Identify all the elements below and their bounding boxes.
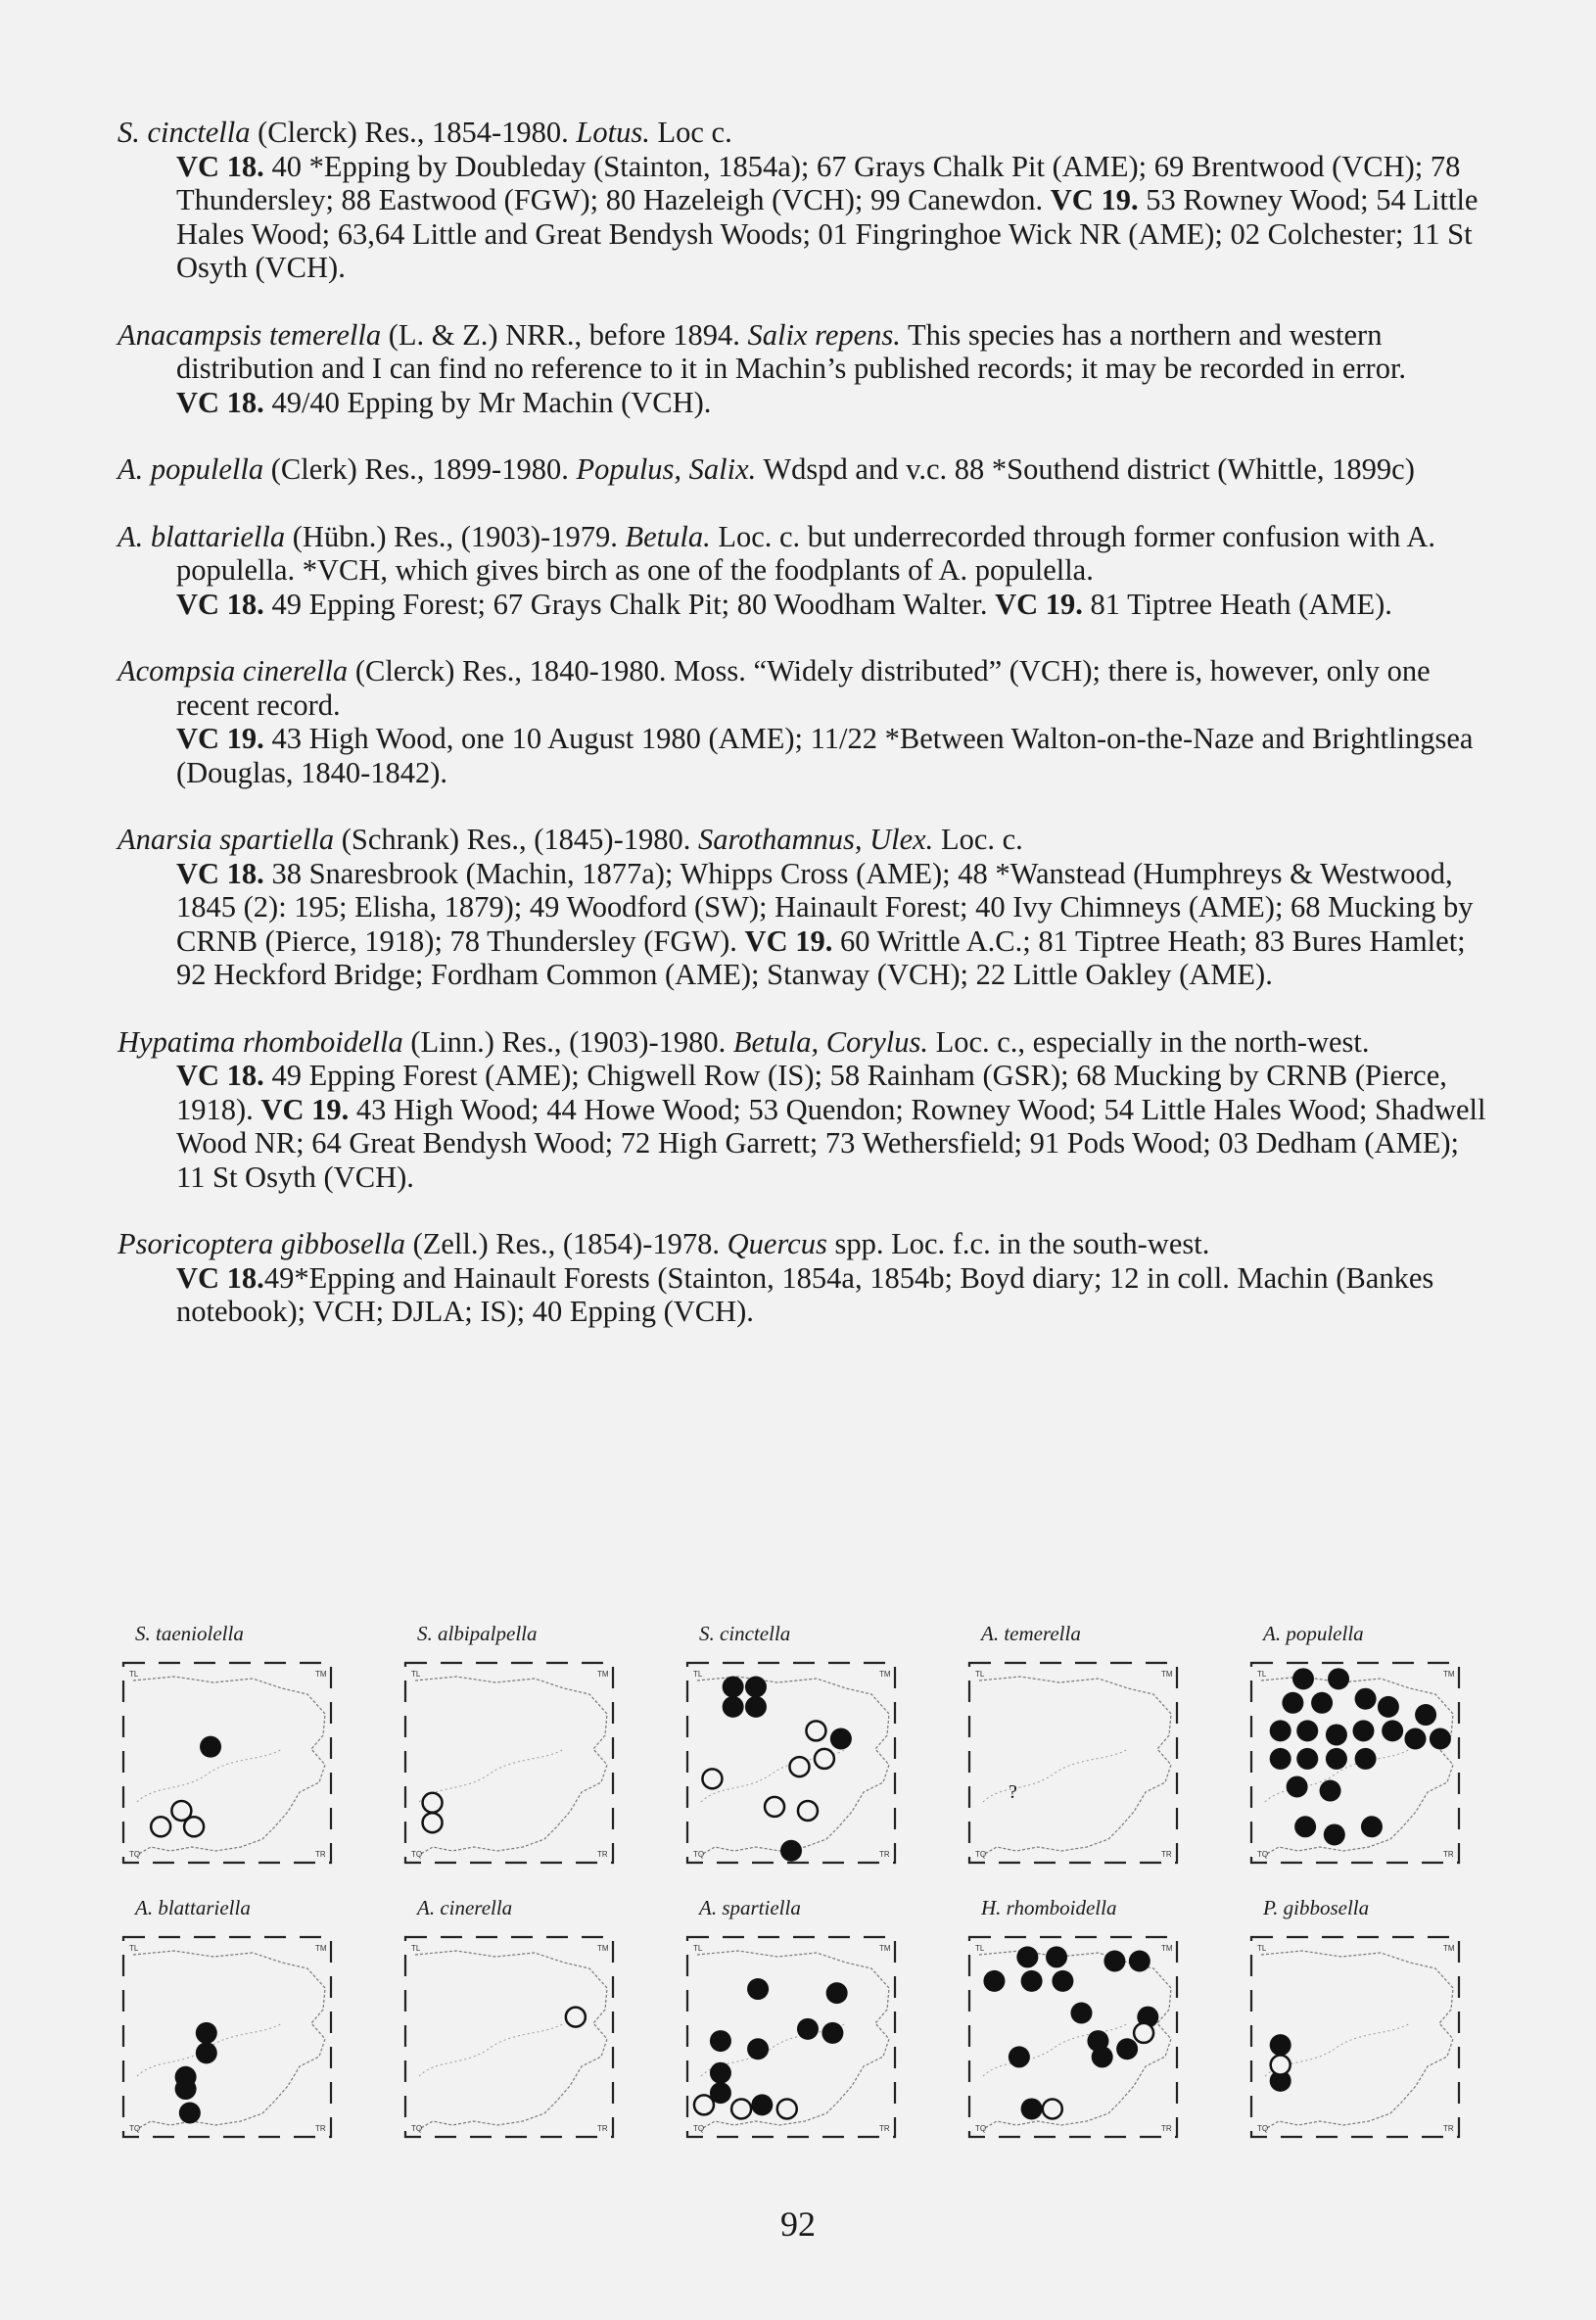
record-dot-recent — [1009, 2046, 1030, 2067]
essex-map — [1244, 1929, 1469, 2145]
species-entry — [117, 116, 1493, 285]
record-dot-recent — [1016, 1946, 1038, 1967]
record-dot-recent — [196, 2042, 217, 2063]
essex-map — [680, 1655, 905, 1870]
grid-square-label: TR — [1161, 1850, 1172, 1859]
record-dot-recent — [723, 1696, 744, 1718]
record-dot-recent — [830, 1728, 852, 1750]
grid-square-label: TQ — [1257, 2124, 1269, 2133]
species-entry — [117, 520, 1493, 622]
grid-square-label: TL — [129, 1670, 139, 1679]
grid-square-label: TQ — [975, 2124, 987, 2133]
grid-square-label: TL — [129, 1944, 139, 1953]
record-dot-recent — [710, 2062, 731, 2084]
vice-county-label: VC 19. — [260, 1092, 350, 1126]
grid-square-label: TQ — [975, 1850, 987, 1859]
record-text: 60 Writtle A.C.; 81 Tiptree Heath; 83 Bures Hamlet; 92 Heckford Bridge; Fordham Common (AME); Stanway (VCH); 22 Little Oakley (AME). — [176, 923, 1466, 991]
record-dot-recent — [1326, 1724, 1347, 1745]
foodplant: Quercus — [727, 1227, 827, 1260]
record-dot-old — [694, 2095, 714, 2114]
record-dot-recent — [1294, 1816, 1316, 1837]
record-dot-recent — [179, 2103, 201, 2124]
species-heading — [117, 1025, 1493, 1060]
record-dot-recent — [1116, 2038, 1138, 2060]
record-dot-recent — [780, 1840, 802, 1862]
record-dot-old — [184, 1817, 204, 1836]
grid-square-label: TL — [1257, 1944, 1267, 1953]
record-dot-recent — [1326, 1748, 1347, 1770]
map-label: A. temerella — [981, 1622, 1081, 1645]
grid-square-label: TM — [879, 1670, 891, 1679]
species-entry — [117, 1025, 1493, 1195]
records — [117, 722, 1493, 789]
record-text: 49 Epping Forest; 67 Grays Chalk Pit; 80 Woodham Walter. — [263, 587, 996, 621]
species-entry — [117, 1227, 1493, 1329]
estuary-outline — [419, 1749, 564, 1802]
grid-square-label: TR — [597, 2124, 608, 2133]
record-dot-recent — [1311, 1692, 1333, 1714]
record-dot-recent — [1270, 1748, 1291, 1770]
map-label: A. cinerella — [417, 1896, 513, 1919]
vice-county-label: VC 18. — [176, 149, 264, 183]
record-dot-recent — [1382, 1720, 1403, 1741]
record-dot-recent — [1129, 1950, 1150, 1971]
species-name: S. cinctella — [117, 116, 251, 149]
record-dot-recent — [797, 2018, 819, 2040]
species-notes: Loc. c. but underrecorded through former confusion with A. populella. *VCH, which gives birch as one of the foodplants of A. populella. — [176, 519, 1435, 587]
record-text: 81 Tiptree Heath (AME). — [1082, 587, 1392, 621]
grid-square-label: TR — [1161, 2124, 1172, 2133]
species-name: Hypatima rhomboidella — [117, 1024, 403, 1059]
records — [117, 150, 1493, 285]
grid-square-label: TM — [315, 1944, 327, 1953]
record-dot-old — [765, 1797, 784, 1817]
distribution-map — [398, 1622, 642, 1867]
essex-map — [1244, 1655, 1469, 1870]
foodplant: Sarothamnus, Ulex. — [698, 823, 934, 856]
record-dot-old — [702, 1769, 722, 1788]
foodplant: Betula. — [625, 519, 711, 553]
grid-square-label: TM — [1161, 1944, 1173, 1953]
records — [117, 1261, 1493, 1329]
record-dot-old — [777, 2099, 797, 2118]
species-heading — [117, 823, 1493, 857]
species-notes: This species has a northern and western distribution and I can find no reference to it in Machin’s published records; it may be recorded in error. — [176, 317, 1407, 385]
record-dot-recent — [1287, 1776, 1308, 1797]
map-label: A. populella — [1263, 1622, 1364, 1645]
record-text: 43 High Wood, one 10 August 1980 (AME); 11/22 *Between Walton-on-the-Naze and Brightlingsea (Douglas, 1840-1842). — [176, 722, 1474, 789]
record-dot-old — [1271, 2056, 1291, 2075]
record-dot-recent — [1052, 1970, 1073, 1992]
grid-square-label: TQ — [1257, 1850, 1269, 1859]
record-dot-recent — [1292, 1668, 1314, 1689]
record-dot-recent — [723, 1676, 744, 1697]
vice-county-label: VC 19. — [1050, 183, 1139, 216]
vice-county-label: VC 18. — [176, 1260, 264, 1295]
foodplant: Populus, Salix. — [576, 452, 757, 486]
species-entry — [117, 452, 1493, 487]
record-dot-recent — [1296, 1720, 1318, 1741]
record-paragraph — [176, 386, 1493, 420]
grid-square-label: TQ — [129, 2124, 141, 2133]
vice-county-label: VC 18. — [176, 385, 264, 419]
page-number: 92 — [780, 2204, 816, 2244]
distribution-map — [680, 1622, 924, 1867]
vice-county-label: VC 19. — [176, 722, 264, 755]
record-dot-old — [566, 2008, 586, 2027]
species-name: Psoricoptera gibbosella — [117, 1227, 405, 1260]
essex-map — [962, 1929, 1187, 2145]
record-dot-old — [798, 1801, 818, 1821]
species-status: (Linn.) Res., (1903)-1980. — [402, 1024, 733, 1059]
species-notes: spp. Loc. f.c. in the south-west. — [826, 1227, 1210, 1260]
record-dot-recent — [1404, 1728, 1426, 1750]
record-paragraph — [176, 857, 1493, 992]
county-outline — [415, 1951, 607, 2129]
species-entry — [117, 654, 1493, 789]
grid-square-label: TR — [597, 1850, 608, 1859]
distribution-maps — [116, 1622, 1506, 2151]
record-dot-old — [1134, 2023, 1153, 2043]
species-heading — [117, 318, 1493, 386]
essex-map — [398, 1655, 623, 1870]
grid-square-label: TL — [1257, 1670, 1267, 1679]
species-entry — [117, 318, 1493, 420]
record-dot-old — [806, 1721, 825, 1740]
distribution-map — [962, 1622, 1206, 1867]
foodplant: Salix repens. — [747, 317, 901, 352]
record-dot-recent — [745, 1696, 767, 1718]
map-label: A. spartiella — [699, 1896, 801, 1919]
county-outline — [1261, 1951, 1453, 2129]
record-dot-recent — [826, 1982, 848, 2004]
record-dot-recent — [1070, 2003, 1092, 2024]
record-paragraph — [176, 1059, 1493, 1194]
species-heading — [117, 520, 1493, 588]
grid-square-label: TR — [1443, 1850, 1454, 1859]
distribution-map — [1244, 1896, 1488, 2141]
record-dot-recent — [751, 2094, 773, 2115]
record-text: 49/40 Epping by Mr Machin (VCH). — [263, 385, 712, 419]
grid-square-label: TQ — [411, 1850, 423, 1859]
species-name: A. blattariella — [117, 519, 286, 553]
essex-map — [398, 1929, 623, 2145]
record-dot-recent — [1021, 2098, 1043, 2119]
record-dot-recent — [1282, 1692, 1303, 1714]
map-label: P. gibbosella — [1263, 1896, 1370, 1919]
essex-map — [116, 1929, 341, 2145]
grid-square-label: TL — [975, 1944, 985, 1953]
grid-square-label: TR — [879, 2124, 890, 2133]
record-dot-recent — [1270, 1720, 1291, 1741]
record-dot-recent — [1352, 1720, 1374, 1741]
record-text: 40 *Epping by Doubleday (Stainton, 1854a); 67 Grays Chalk Pit (AME); 69 Brentwood (VCH); 78 Thundersley; 88 Eastwood (FGW); 80 Hazeleigh (VCH); 99 Canewdon. — [176, 149, 1461, 216]
record-dot-recent — [1324, 1823, 1345, 1845]
grid-frame — [969, 1663, 1177, 1863]
record-dot-old — [423, 1813, 443, 1832]
record-dot-recent — [1021, 1970, 1043, 1992]
foodplant: Lotus. — [576, 116, 650, 149]
text-block — [117, 116, 1493, 1362]
record-dot-recent — [747, 2038, 769, 2060]
county-outline — [979, 1677, 1171, 1855]
record-paragraph — [176, 588, 1493, 622]
record-dot-recent — [1378, 1696, 1399, 1718]
record-dot-recent — [1103, 1950, 1125, 1971]
grid-square-label: TM — [879, 1944, 891, 1953]
essex-map — [116, 1655, 341, 1870]
species-name: A. populella — [117, 452, 264, 486]
distribution-map — [1244, 1622, 1488, 1867]
grid-square-label: TM — [1443, 1944, 1455, 1953]
map-label: S. albipalpella — [417, 1622, 538, 1645]
records — [117, 588, 1493, 622]
species-name: Anarsia spartiella — [117, 823, 335, 856]
record-dot-recent — [821, 2022, 843, 2044]
record-dot-recent — [1320, 1780, 1341, 1802]
grid-square-label: TM — [597, 1944, 609, 1953]
grid-square-label: TL — [411, 1670, 421, 1679]
vice-county-label: VC 19. — [995, 587, 1083, 621]
grid-square-label: TR — [315, 2124, 326, 2133]
record-text: 49 Epping Forest (AME); Chigwell Row (IS); 58 Rainham (GSR); 68 Mucking by CRNB (Pierce, 1918). — [176, 1059, 1447, 1126]
vice-county-label: VC 18. — [176, 587, 264, 621]
grid-frame — [123, 1937, 331, 2137]
grid-square-label: TL — [693, 1944, 703, 1953]
species-name: Anacampsis temerella — [117, 317, 382, 352]
record-dot-recent — [1092, 2046, 1113, 2067]
vice-county-label: VC 18. — [176, 1059, 264, 1092]
essex-map — [680, 1929, 905, 2145]
record-dot-old — [1043, 2099, 1062, 2118]
grid-square-label: TM — [1161, 1670, 1173, 1679]
grid-square-label: TR — [879, 1850, 890, 1859]
distribution-map — [398, 1896, 642, 2141]
record-dot-recent — [1328, 1668, 1349, 1689]
species-name: Acompsia cinerella — [117, 654, 349, 687]
records — [117, 386, 1493, 420]
species-notes: Loc. c. — [933, 823, 1023, 856]
species-heading — [117, 116, 1493, 150]
record-dot-recent — [1415, 1704, 1436, 1726]
record-dot-recent — [1270, 2034, 1291, 2056]
map-label: A. blattariella — [135, 1896, 251, 1919]
species-heading — [117, 452, 1493, 487]
record-paragraph — [176, 1261, 1493, 1329]
record-text: 43 High Wood; 44 Howe Wood; 53 Quendon; Rowney Wood; 54 Little Hales Wood; Shadwell Wood NR; 64 Great Bendysh Wood; 72 High Garrett; 73 Wethersfield; 91 Pods Wood; 03 Dedham (AME); 11 St Osyth (VCH). — [176, 1092, 1486, 1194]
record-dot-recent — [1046, 1946, 1067, 1967]
record-paragraph — [176, 150, 1493, 285]
record-dot-old — [151, 1817, 170, 1836]
record-dot-recent — [175, 2078, 197, 2100]
grid-square-label: TQ — [129, 1850, 141, 1859]
distribution-map — [680, 1896, 924, 2141]
grid-square-label: TQ — [693, 2124, 705, 2133]
grid-square-label: TL — [975, 1670, 985, 1679]
record-dot-recent — [200, 1736, 221, 1758]
vice-county-label: VC 19. — [744, 923, 833, 958]
record-text: 53 Rowney Wood; 54 Little Hales Wood; 63,64 Little and Great Bendysh Woods; 01 Fingringhoe Wick NR (AME); 02 Colchester; 11 St Osyth (VCH). — [176, 183, 1479, 284]
essex-map — [962, 1655, 1187, 1870]
species-notes: Loc. c., especially in the north-west. — [927, 1024, 1370, 1059]
record-paragraph — [176, 722, 1493, 789]
grid-square-label: TL — [411, 1944, 421, 1953]
species-entry — [117, 823, 1493, 992]
species-status: (Clerk) Res., 1899-1980. — [263, 452, 577, 486]
record-dot-recent — [196, 2022, 217, 2044]
record-dot-recent — [1355, 1748, 1377, 1770]
grid-square-label: TQ — [693, 1850, 705, 1859]
vice-county-label: VC 18. — [176, 856, 264, 890]
species-notes: Loc c. — [649, 116, 732, 149]
foodplant: Betula, Corylus. — [732, 1024, 928, 1059]
uncertain-record-mark: ? — [1009, 1781, 1017, 1803]
grid-square-label: TR — [315, 1850, 326, 1859]
species-status: (Clerck) Res., 1854-1980. — [250, 116, 577, 149]
grid-square-label: TM — [1443, 1670, 1455, 1679]
record-dot-recent — [1361, 1816, 1383, 1837]
record-dot-recent — [747, 1978, 769, 2000]
record-dot-old — [423, 1793, 443, 1813]
record-dot-recent — [1430, 1728, 1451, 1750]
species-heading — [117, 1227, 1493, 1261]
distribution-map — [962, 1896, 1206, 2141]
county-outline — [415, 1677, 607, 1855]
estuary-outline — [983, 1749, 1128, 1802]
map-label: H. rhomboidella — [981, 1896, 1117, 1919]
record-dot-old — [731, 2099, 751, 2118]
species-status: (Clerck) Res., 1840-1980. Moss. “Widely distributed” (VCH); there is, however, only one recent record. — [176, 654, 1431, 722]
record-dot-recent — [983, 1970, 1005, 1992]
record-dot-recent — [745, 1676, 767, 1697]
record-dot-recent — [1296, 1748, 1318, 1770]
grid-frame — [405, 1937, 613, 2137]
record-text: 49*Epping and Hainault Forests (Stainton, 1854a, 1854b; Boyd diary; 12 in coll. Machin (Bankes notebook); VCH; DJLA; IS); 40 Epping (VCH). — [176, 1260, 1434, 1328]
species-status: (Zell.) Res., (1854)-1978. — [404, 1227, 728, 1260]
map-label: S. taeniolella — [135, 1622, 244, 1645]
records — [117, 857, 1493, 992]
grid-square-label: TM — [597, 1670, 609, 1679]
species-status: (Hübn.) Res., (1903)-1979. — [285, 519, 626, 553]
map-label: S. cinctella — [699, 1622, 791, 1645]
records — [117, 1059, 1493, 1194]
species-status: (Schrank) Res., (1845)-1980. — [334, 823, 698, 856]
distribution-map — [116, 1896, 360, 2141]
county-outline — [133, 1951, 325, 2129]
grid-square-label: TM — [315, 1670, 327, 1679]
record-dot-old — [815, 1749, 834, 1769]
species-notes: Wdspd and v.c. 88 *Southend district (Whittle, 1899c) — [756, 452, 1415, 486]
estuary-outline — [419, 2023, 564, 2076]
distribution-map — [116, 1622, 360, 1867]
record-dot-old — [789, 1757, 809, 1776]
grid-square-label: TR — [1443, 2124, 1454, 2133]
species-status: (L. & Z.) NRR., before 1894. — [381, 317, 748, 352]
record-text: 38 Snaresbrook (Machin, 1877a); Whipps Cross (AME); 48 *Wanstead (Humphreys & Westwood, 1845 (2): 195; Elisha, 1879); 49 Woodford (SW); Hainault Forest; 40 Ivy Chimneys (AME); 68 Mucking by CRNB (Pierce, 1918); 78 Thundersley (FGW). — [176, 856, 1474, 958]
record-dot-recent — [1355, 1688, 1377, 1710]
record-dot-recent — [710, 2030, 731, 2052]
grid-square-label: TQ — [411, 2124, 423, 2133]
grid-square-label: TL — [693, 1670, 703, 1679]
species-heading — [117, 654, 1493, 722]
